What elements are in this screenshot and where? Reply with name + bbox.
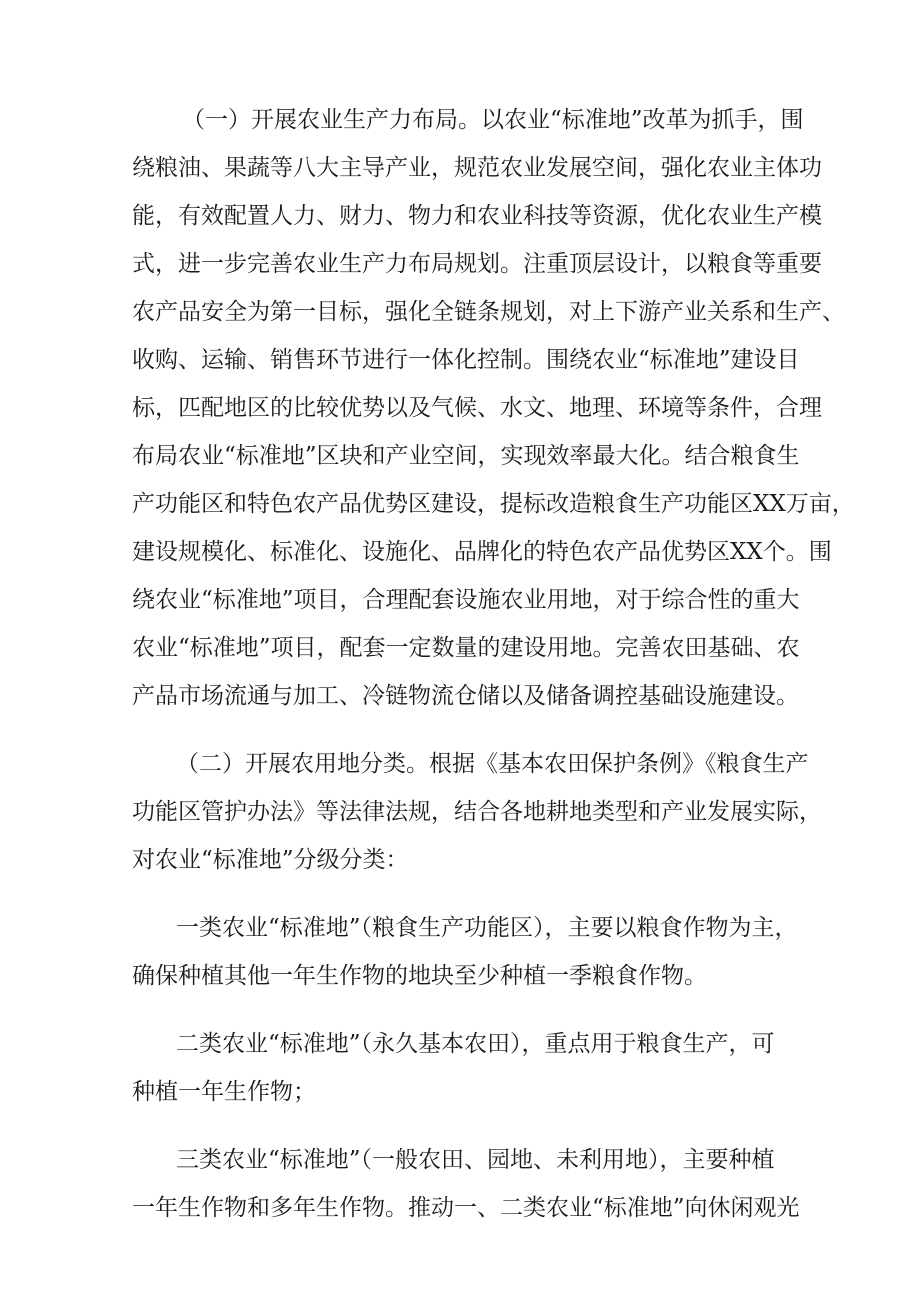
text-line: 式，进一步完善农业生产力布局规划。注重顶层设计，以粮食等重要 <box>132 251 822 277</box>
paragraph-class-2 <box>0 1020 920 1116</box>
text-line: 产功能区和特色农产品优势区建设，提标改造粮食生产功能区XX万亩， <box>132 491 855 517</box>
paragraph-section-2 <box>0 740 920 884</box>
text-line: 种植一年生作物； <box>132 1079 316 1105</box>
text-line: 二类农业“标准地”（永久基本农田），重点用于粮食生产，可 <box>176 1031 775 1057</box>
text-line: （二）开展农用地分类。根据《基本农田保护条例》《粮食生产 <box>176 751 809 777</box>
paragraph-class-3 <box>0 1136 920 1232</box>
text-line: 一年生作物和多年生作物。推动一、二类农业“标准地”向休闲观光 <box>132 1195 800 1221</box>
text-line: 绕粮油、果蔬等八大主导产业，规范农业发展空间，强化农业主体功 <box>132 155 822 181</box>
text-line: 农产品安全为第一目标，强化全链条规划，对上下游产业关系和生产、 <box>132 299 845 325</box>
text-line: 农业“标准地”项目，配套一定数量的建设用地。完善农田基础、农 <box>132 635 800 661</box>
paragraph-spacer <box>0 1000 920 1020</box>
paragraph-spacer <box>0 884 920 904</box>
text-line: 一类农业“标准地”（粮食生产功能区），主要以粮食作物为主， <box>176 915 798 941</box>
text-line: 绕农业“标准地”项目，合理配套设施农业用地，对于综合性的重大 <box>132 587 800 613</box>
paragraph-spacer <box>0 720 920 740</box>
text-line: 能，有效配置人力、财力、物力和农业科技等资源，优化农业生产模 <box>132 203 822 229</box>
text-line: 对农业“标准地”分级分类： <box>132 847 409 873</box>
paragraph-section-1 <box>0 96 920 720</box>
text-line: 收购、运输、销售环节进行一体化控制。围绕农业“标准地”建设目 <box>132 347 800 373</box>
text-line: 产品市场流通与加工、冷链物流仓储以及储备调控基础设施建设。 <box>132 683 799 709</box>
paragraph-spacer <box>0 1116 920 1136</box>
text-line: 三类农业“标准地”（一般农田、园地、未利用地），主要种植 <box>176 1147 775 1173</box>
text-line: 确保种植其他一年生作物的地块至少种植一季粮食作物。 <box>132 963 707 989</box>
paragraph-class-1 <box>0 904 920 1000</box>
text-line: 建设规模化、标准化、设施化、品牌化的特色农产品优势区XX个。围 <box>132 539 832 565</box>
text-line: （一）开展农业生产力布局。以农业“标准地”改革为抓手，围 <box>182 107 804 133</box>
text-line: 布局农业“标准地”区块和产业空间，实现效率最大化。结合粮食生 <box>132 443 800 469</box>
text-line: 标，匹配地区的比较优势以及气候、水文、地理、环境等条件，合理 <box>132 395 822 421</box>
text-line: 功能区管护办法》等法律法规，结合各地耕地类型和产业发展实际， <box>132 799 822 825</box>
document-body <box>0 96 920 1232</box>
